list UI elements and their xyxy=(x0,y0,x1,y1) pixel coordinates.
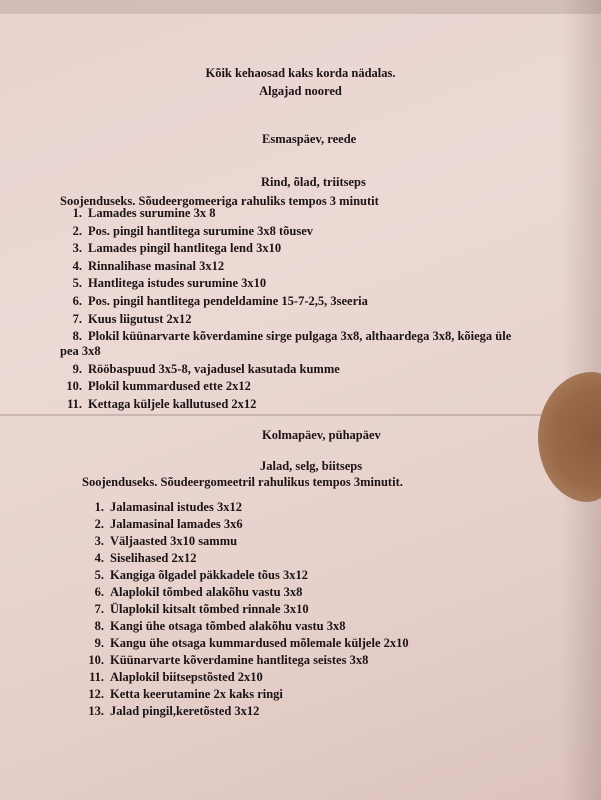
list-item xyxy=(82,687,283,702)
item-continuation: pea 3x8 xyxy=(60,344,101,359)
item-text: Rööbaspuud 3x5-8, vajadusel kasutada kumme xyxy=(88,361,340,376)
day2-subtitle: Jalad, selg, biitseps xyxy=(260,459,363,473)
item-text: Hantlitega istudes surumine 3x10 xyxy=(88,276,267,291)
item-text: Pos. pingil hantlitega pendeldamine 15-7-2,5, 3seeria xyxy=(88,294,368,308)
item-text: Küünarvarte kõverdamine hantlitega seistes 3x8 xyxy=(110,653,369,667)
header-line-1: Kõik kehaosad kaks korda nädalas. xyxy=(205,66,396,80)
item-number: 2. xyxy=(94,517,104,531)
list-item xyxy=(82,500,242,515)
list-item xyxy=(82,517,243,532)
list-item xyxy=(60,362,340,377)
item-number: 1. xyxy=(94,500,104,514)
item-number: 4. xyxy=(72,258,82,273)
list-item xyxy=(60,276,266,291)
list-item xyxy=(60,294,368,309)
list-item xyxy=(60,241,281,256)
item-text: Kangi ühe otsaga tõmbed alakõhu vastu 3x8 xyxy=(110,619,346,633)
item-text: Lamades pingil hantlitega lend 3x10 xyxy=(88,241,282,256)
item-number: 3. xyxy=(94,534,104,548)
day1-warmup: Soojenduseks. Sõudeergomeeriga rahuliks tempos 3 minutit xyxy=(60,194,379,208)
item-text: Ülaplokil kitsalt tõmbed rinnale 3x10 xyxy=(110,602,309,616)
item-text: Alaplokil biitsepstõsted 2x10 xyxy=(110,670,263,684)
item-number: 10. xyxy=(66,379,82,394)
item-text: Jalad pingil,keretõsted 3x12 xyxy=(110,704,260,718)
list-item xyxy=(60,206,215,221)
list-item xyxy=(60,379,251,394)
item-text: Rinnalihase masinal 3x12 xyxy=(88,258,225,273)
item-number: 1. xyxy=(72,206,82,220)
item-text: Siselihased 2x12 xyxy=(110,551,197,565)
item-number: 6. xyxy=(94,585,104,599)
list-item xyxy=(82,704,259,719)
list-item xyxy=(82,636,409,651)
item-number: 5. xyxy=(72,276,82,291)
item-text: Plokil küünarvarte kõverdamine sirge pulgaga 3x8, althaardega 3x8, kõiega üle xyxy=(88,329,512,344)
item-number: 13. xyxy=(88,704,104,718)
list-item xyxy=(60,397,256,412)
item-number: 11. xyxy=(67,397,82,411)
header-line-2: Algajad noored xyxy=(259,84,342,98)
item-number: 9. xyxy=(94,636,104,650)
item-number: 12. xyxy=(88,687,104,701)
list-item xyxy=(82,551,196,566)
list-item xyxy=(82,653,368,668)
day2-warmup: Soojenduseks. Sõudeergomeetril rahulikus tempos 3minutit. xyxy=(82,475,403,489)
item-text: Kangiga õlgadel päkkadele tõus 3x12 xyxy=(110,568,308,582)
item-text: Jalamasinal istudes 3x12 xyxy=(110,500,242,514)
item-number: 7. xyxy=(72,311,82,326)
day1-title: Esmaspäev, reede xyxy=(262,132,357,146)
item-text: Lamades surumine 3x 8 xyxy=(88,206,216,220)
item-number: 8. xyxy=(72,329,82,344)
item-text: Kangu ühe otsaga kummardused mõlemale küljele 2x10 xyxy=(110,636,409,650)
paper-tear xyxy=(538,372,601,502)
list-item xyxy=(82,670,263,685)
item-number: 6. xyxy=(72,294,82,308)
list-item xyxy=(60,259,224,274)
item-number: 4. xyxy=(94,551,104,565)
item-number: 3. xyxy=(72,241,82,256)
item-text: Alaplokil tõmbed alakõhu vastu 3x8 xyxy=(110,585,303,599)
day1-subtitle: Rind, õlad, triitseps xyxy=(261,175,366,189)
paper-crease xyxy=(0,414,601,416)
item-number: 2. xyxy=(72,223,82,238)
photo-top-edge xyxy=(0,0,601,14)
item-text: Ketta keerutamine 2x kaks ringi xyxy=(110,687,283,701)
list-item xyxy=(82,619,345,634)
list-item xyxy=(60,312,192,327)
list-item xyxy=(60,224,313,239)
list-item xyxy=(82,534,237,549)
item-number: 10. xyxy=(88,653,104,667)
item-text: Jalamasinal lamades 3x6 xyxy=(110,517,243,531)
item-number: 7. xyxy=(94,602,104,616)
item-text: Kettaga küljele kallutused 2x12 xyxy=(88,397,257,411)
item-text: Kuus liigutust 2x12 xyxy=(88,311,192,326)
item-number: 8. xyxy=(94,619,104,633)
item-number: 9. xyxy=(72,361,82,376)
list-item xyxy=(82,602,309,617)
item-number: 11. xyxy=(89,670,104,684)
item-text: Väljaasted 3x10 sammu xyxy=(110,534,238,548)
item-text: Plokil kummardused ette 2x12 xyxy=(88,379,251,394)
list-item xyxy=(82,585,302,600)
list-item xyxy=(82,568,308,583)
item-number: 5. xyxy=(94,568,104,582)
day2-title: Kolmapäev, pühapäev xyxy=(262,428,381,442)
item-text: Pos. pingil hantlitega surumine 3x8 tõusev xyxy=(88,223,314,238)
list-item xyxy=(60,329,511,344)
